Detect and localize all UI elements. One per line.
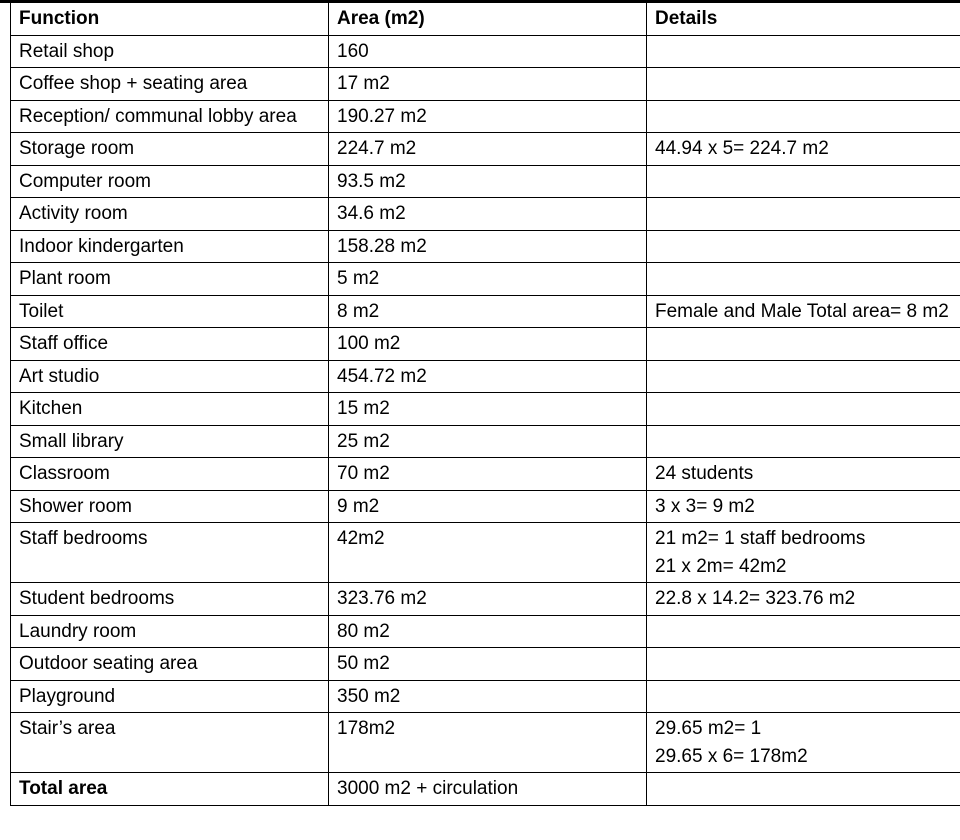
function-cell: Toilet xyxy=(11,295,329,328)
function-cell: Laundry room xyxy=(11,615,329,648)
function-cell: Staff bedrooms xyxy=(11,523,329,583)
header-area: Area (m2) xyxy=(329,3,647,35)
area-cell: 178m2 xyxy=(329,713,647,773)
table-row xyxy=(11,583,960,616)
function-cell: Art studio xyxy=(11,360,329,393)
details-cell xyxy=(647,35,960,68)
area-cell: 17 m2 xyxy=(329,68,647,101)
total-area: 3000 m2 + circulation xyxy=(329,773,647,806)
area-cell: 42m2 xyxy=(329,523,647,583)
header-function: Function xyxy=(11,3,329,35)
area-cell: 160 xyxy=(329,35,647,68)
table-row xyxy=(11,490,960,523)
table-row xyxy=(11,648,960,681)
table-row xyxy=(11,165,960,198)
total-label: Total area xyxy=(11,773,329,806)
area-cell: 350 m2 xyxy=(329,680,647,713)
area-cell: 93.5 m2 xyxy=(329,165,647,198)
function-cell: Small library xyxy=(11,425,329,458)
function-cell: Stair’s area xyxy=(11,713,329,773)
area-cell: 9 m2 xyxy=(329,490,647,523)
area-cell: 70 m2 xyxy=(329,458,647,491)
function-cell: Indoor kindergarten xyxy=(11,230,329,263)
table-row xyxy=(11,615,960,648)
area-cell: 80 m2 xyxy=(329,615,647,648)
details-cell xyxy=(647,165,960,198)
area-cell: 34.6 m2 xyxy=(329,198,647,231)
details-cell: 22.8 x 14.2= 323.76 m2 xyxy=(647,583,960,616)
table-row xyxy=(11,133,960,166)
function-cell: Shower room xyxy=(11,490,329,523)
table-row xyxy=(11,198,960,231)
details-cell xyxy=(647,680,960,713)
details-cell xyxy=(647,360,960,393)
function-cell: Coffee shop + seating area xyxy=(11,68,329,101)
function-cell: Classroom xyxy=(11,458,329,491)
details-cell: 24 students xyxy=(647,458,960,491)
area-cell: 15 m2 xyxy=(329,393,647,426)
area-cell: 323.76 m2 xyxy=(329,583,647,616)
details-cell xyxy=(647,425,960,458)
table-row xyxy=(11,713,960,773)
table-row xyxy=(11,328,960,361)
table-row xyxy=(11,100,960,133)
total-row xyxy=(11,773,960,806)
function-cell: Playground xyxy=(11,680,329,713)
function-cell: Activity room xyxy=(11,198,329,231)
function-cell: Computer room xyxy=(11,165,329,198)
table-row xyxy=(11,230,960,263)
function-cell: Staff office xyxy=(11,328,329,361)
details-cell xyxy=(647,68,960,101)
total-details xyxy=(647,773,960,806)
area-cell: 454.72 m2 xyxy=(329,360,647,393)
details-cell xyxy=(647,230,960,263)
function-cell: Reception/ communal lobby area xyxy=(11,100,329,133)
table-row xyxy=(11,68,960,101)
details-cell xyxy=(647,100,960,133)
table-row xyxy=(11,425,960,458)
details-cell xyxy=(647,648,960,681)
area-cell: 5 m2 xyxy=(329,263,647,296)
table-row xyxy=(11,523,960,583)
details-cell xyxy=(647,263,960,296)
details-cell: 21 m2= 1 staff bedrooms 21 x 2m= 42m2 xyxy=(647,523,960,583)
table-row xyxy=(11,35,960,68)
details-cell: 29.65 m2= 1 29.65 x 6= 178m2 xyxy=(647,713,960,773)
area-cell: 100 m2 xyxy=(329,328,647,361)
area-schedule-table xyxy=(10,3,960,806)
function-cell: Outdoor seating area xyxy=(11,648,329,681)
table-row xyxy=(11,360,960,393)
details-cell xyxy=(647,328,960,361)
area-cell: 190.27 m2 xyxy=(329,100,647,133)
function-cell: Kitchen xyxy=(11,393,329,426)
area-cell: 25 m2 xyxy=(329,425,647,458)
details-cell: 3 x 3= 9 m2 xyxy=(647,490,960,523)
table-row xyxy=(11,680,960,713)
area-cell: 50 m2 xyxy=(329,648,647,681)
table-row xyxy=(11,263,960,296)
header-details: Details xyxy=(647,3,960,35)
details-cell xyxy=(647,615,960,648)
function-cell: Student bedrooms xyxy=(11,583,329,616)
area-cell: 158.28 m2 xyxy=(329,230,647,263)
details-cell xyxy=(647,198,960,231)
area-cell: 8 m2 xyxy=(329,295,647,328)
function-cell: Storage room xyxy=(11,133,329,166)
function-cell: Retail shop xyxy=(11,35,329,68)
area-cell: 224.7 m2 xyxy=(329,133,647,166)
table-row xyxy=(11,393,960,426)
table-row xyxy=(11,295,960,328)
details-cell: Female and Male Total area= 8 m2 xyxy=(647,295,960,328)
table-row xyxy=(11,458,960,491)
header-row xyxy=(11,3,960,35)
details-cell: 44.94 x 5= 224.7 m2 xyxy=(647,133,960,166)
function-cell: Plant room xyxy=(11,263,329,296)
details-cell xyxy=(647,393,960,426)
